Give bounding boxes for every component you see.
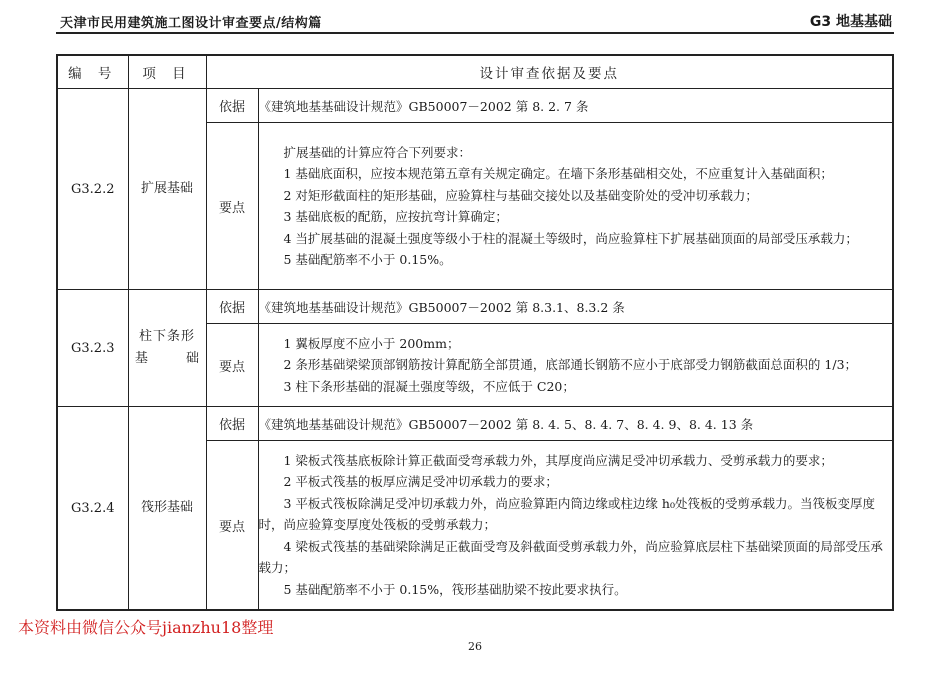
point-text: 1 基础底面积，应按本规范第五章有关规定确定。在墙下条形基础相交处，不应重复计入基础面积； [283,166,833,181]
column-header-item: 项 目 [128,55,206,89]
point-text: 2 条形基础梁梁顶部钢筋按计算配筋全部贯通，底部通长钢筋不应小于底部受力钢筋截面总面积的 1/3； [283,357,858,373]
row-item-line: 柱下条形 [138,329,195,344]
point-text: 3 柱下条形基础的混凝土强度等级，不应低于 C20； [283,378,575,394]
basis-label: 依据 [206,89,258,123]
row-item [128,290,206,407]
basis-reference: 《建筑地基基础设计规范》GB50007－2002 第 8. 4. 5、8. 4. 7、8. 4. 9、8. 4. 13 条 [258,407,893,441]
review-table [56,54,894,611]
watermark-text: 本资料由微信公众号jianzhu18整理 [18,618,274,637]
header-rule [56,32,894,34]
points-cell [258,324,893,407]
table-row [57,290,893,324]
row-item: 筏形基础 [128,407,206,611]
point-text: 1 翼板厚度不应小于 200mm； [283,335,460,351]
column-header-code: 编 号 [57,55,128,89]
point-text: 5 基础配筋率不小于 0.15%，筏形基础肋梁不按此要求执行。 [283,581,627,597]
row-item-line: 基 础 [134,351,200,366]
basis-reference: 《建筑地基基础设计规范》GB50007－2002 第 8.3.1、8.3.2 条 [258,290,893,324]
page-number: 26 [468,640,482,653]
point-text: 4 当扩展基础的混凝土强度等级小于柱的混凝土等级时，尚应验算柱下扩展基础顶面的局部受压承载力； [283,230,858,246]
point-text: 5 基础配筋率不小于 0.15%。 [283,252,452,267]
points-label: 要点 [206,441,258,611]
points-cell [258,441,893,611]
point-text: 2 平板式筏基的板厚应满足受冲切承载力的要求； [283,474,558,490]
point-text: 1 梁板式筏基底板除计算正截面受弯承载力外，其厚度尚应满足受冲切承载力、受剪承载力的要求； [283,452,833,468]
row-code: G3.2.2 [57,89,128,290]
point-text: 4 梁板式筏基的基础梁除满足正截面受弯及斜截面受剪承载力外，尚应验算底层柱下基础梁顶面的局部受压承载力； [258,538,883,576]
basis-reference: 《建筑地基基础设计规范》GB50007－2002 第 8. 2. 7 条 [258,89,893,123]
point-text: 2 对矩形截面柱的矩形基础，应验算柱与基础交接处以及基础变阶处的受冲切承载力； [283,187,758,203]
column-header-basis: 设计审查依据及要点 [206,55,893,89]
basis-label: 依据 [206,407,258,441]
row-code: G3.2.3 [57,290,128,407]
points-label: 要点 [206,123,258,290]
running-header-title: 天津市民用建筑施工图设计审查要点/结构篇 [60,16,322,31]
row-code: G3.2.4 [57,407,128,611]
basis-label: 依据 [206,290,258,324]
point-text: 扩展基础的计算应符合下列要求： [283,144,472,160]
point-text: 3 平板式筏板除满足受冲切承载力外，尚应验算距内筒边缘或柱边缘 h₀处筏板的受剪承载力。当筏板变厚度时，尚应验算变厚度处筏板的受剪承载力； [258,495,875,533]
point-text: 3 基础底板的配筋，应按抗弯计算确定； [283,209,508,224]
table-header-row [57,55,893,89]
running-header-section: G3 地基基础 [809,14,892,30]
table-row [57,407,893,441]
table-row [57,89,893,123]
row-item: 扩展基础 [128,89,206,290]
points-cell [258,123,893,290]
points-label: 要点 [206,324,258,407]
